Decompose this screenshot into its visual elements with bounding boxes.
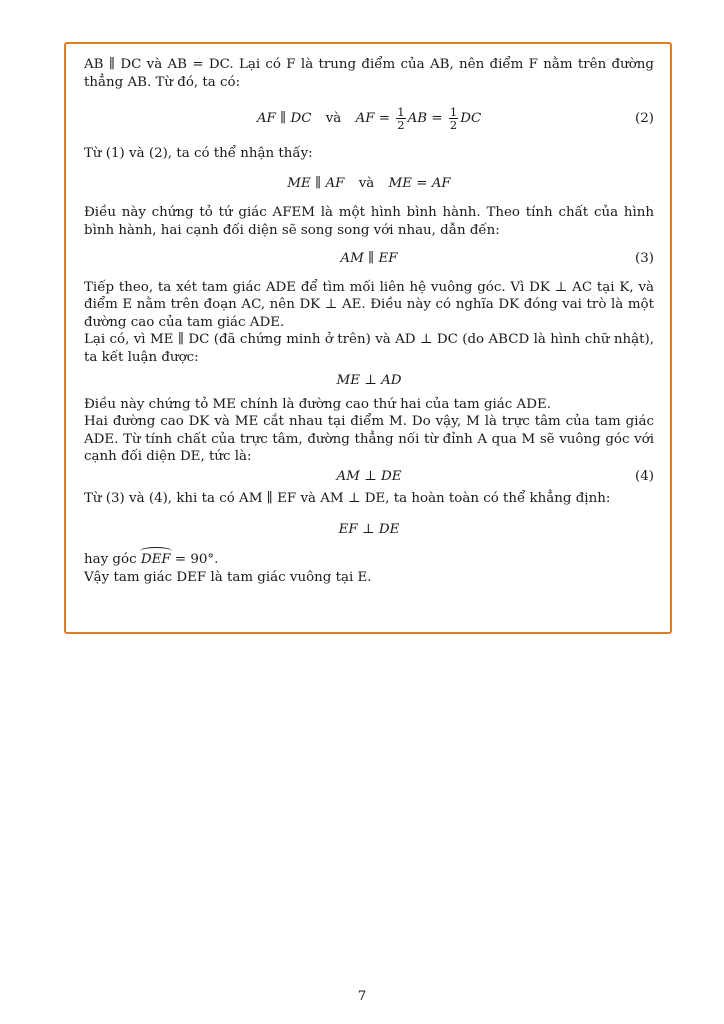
paragraph-3: Điều này chứng tỏ tứ giác AFEM là một hình bình hành. Theo tính chất của hình bình hành, hai cạnh đối diện sẽ song song với nhau, dẫn đến: (84, 205, 654, 238)
eq2-lhs: AF = (355, 111, 391, 126)
angle-suffix: = 90°. (174, 552, 219, 567)
paragraph-10: Vậy tam giác DEF là tam giác vuông tại E. (84, 569, 372, 585)
paragraph-4: Tiếp theo, ta xét tam giác ADE để tìm mối liên hệ vuông góc. Vì DK ⊥ AC tại K, và điểm E nằm trên đoạn AC, nên DK ⊥ AE. Điều này có nghĩa DK đóng vai trò là một đường cao của tam giác ADE. (84, 279, 654, 330)
fraction-half-2: $\frac{1}{2}$ (449, 105, 458, 132)
eq-me-equals-af: ME = AF (388, 175, 451, 191)
eq-me-perp-ad-text: ME ⊥ AD (336, 373, 402, 388)
equation-number-2: (2) (635, 111, 654, 126)
content-frame (64, 42, 672, 634)
paragraph-6: Điều này chứng tỏ ME chính là đường cao thứ hai của tam giác ADE. (84, 396, 551, 412)
angle-def: DEF (140, 552, 171, 567)
angle-prefix: hay góc (84, 552, 137, 567)
eq-ef-perp-de-text: EF ⊥ DE (338, 521, 400, 537)
equation-ef-perp-de (84, 521, 654, 539)
eq2-rhs: DC (460, 111, 482, 126)
eq2-connector: và (325, 111, 342, 126)
eq2-mid: AB = (407, 111, 443, 126)
eq-connector: và (358, 175, 375, 191)
page-number: 7 (357, 989, 367, 1004)
paragraph-9 (84, 551, 654, 569)
paragraph-8: Từ (3) và (4), khi ta có AM ∥ EF và AM ⊥ DE, ta hoàn toàn có thể khẳng định: (84, 491, 611, 506)
equation-number-4: (4) (635, 468, 654, 484)
eq-me-parallel-af: ME ∥ AF (287, 175, 345, 191)
equation-number-3: (3) (635, 251, 654, 266)
paragraph-5: Lại có, vì ME ∥ DC (đã chứng minh ở trên) và AD ⊥ DC (do ABCD là hình chữ nhật), ta kết luận được: (84, 332, 654, 365)
paragraph-1: AB ∥ DC và AB = DC. Lại có F là trung điểm của AB, nên điểm F nằm trên đường thẳng AB. Từ đó, ta có: (84, 57, 654, 90)
paragraph-2: Từ (1) và (2), ta có thể nhận thấy: (84, 146, 313, 161)
equation-me-perp-ad (84, 372, 654, 390)
eq4-text: AM ⊥ DE (336, 468, 402, 484)
paragraph-7: Hai đường cao DK và ME cắt nhau tại điểm M. Do vậy, M là trực tâm của tam giác ADE. Từ tính chất của trực tâm, đường thẳng nối từ đỉnh A qua M sẽ vuông góc với cạnh đối diện DE, tức là: (84, 414, 654, 464)
equation-me-af (84, 175, 654, 193)
eq3-text: AM ∥ EF (340, 251, 398, 266)
equation-3 (84, 250, 654, 268)
fraction-half-1: $\frac{1}{2}$ (397, 105, 405, 132)
equation-2 (84, 104, 654, 134)
equation-4 (84, 468, 654, 486)
eq2-left: AF ∥ DC (256, 111, 312, 126)
